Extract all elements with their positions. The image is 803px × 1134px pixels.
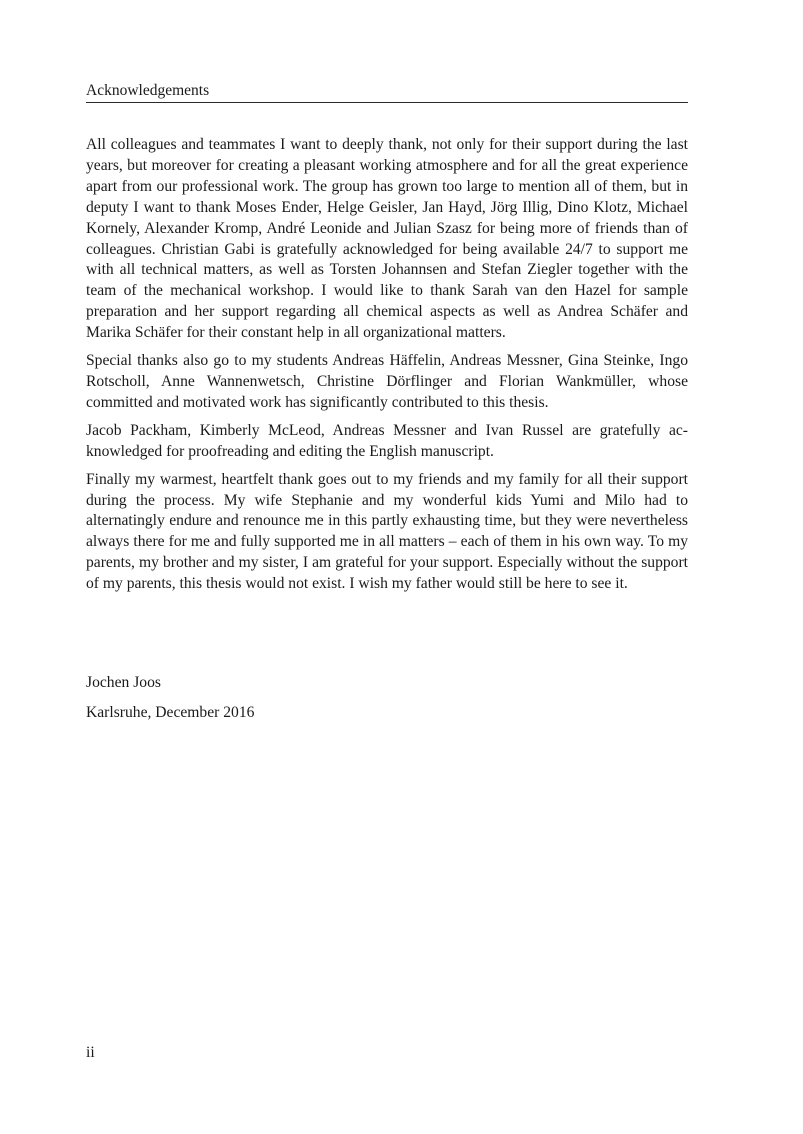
paragraph-proofreading: Jacob Packham, Kimberly McLeod, Andreas Messner and Ivan Russel are gratefully acknowledged for proofreading and editing the English manuscript. xyxy=(86,421,688,460)
place-and-date: Karlsruhe, December 2016 xyxy=(86,704,255,721)
document-page xyxy=(86,0,688,1134)
running-header: Acknowledgements xyxy=(86,81,688,103)
acknowledgements-body xyxy=(86,135,688,602)
paragraph-colleagues: All colleagues and teammates I want to deeply thank, not only for their support during the last years, but moreover for creating a pleasant working atmosphere and for all the great experience apart from our professional work. The group has grown too large to mention all of them, but in deputy I want to thank Moses Ender, Helge Geisler, Jan Hayd, Jörg Illig, Dino Klotz, Michael Kornely, Alexander Kromp, André Leonide and Julian Szasz for being more of friends than of colleagues. Christian Gabi is gratefully acknowledged for being available 24/7 to support me with all technical matters, as well as Torsten Johannsen and Stefan Ziegler together with the team of the mechanical workshop. I would like to thank Sarah van den Hazel for sample preparation and her support regarding all chemical aspects as well as Andrea Schäfer and Marika Schäfer for their constant help in all organizational matters. xyxy=(86,136,688,342)
page-number: ii xyxy=(86,1044,95,1061)
paragraph-family: Finally my warmest, heartfelt thank goes out to my friends and my family for all their support during the process. My wife Stephanie and my wonderful kids Yumi and Milo had to alternatingly endure and renounce me in this partly exhausting time, but they were nevertheless always there for me and fully supported me in all matters – each of them in his own way. To my parents, my brother and my sister, I am grateful for your support. Especially without the support of my parents, this thesis would not exist. I wish my father would still be here to see it. xyxy=(86,470,688,593)
author-signature: Jochen Joos xyxy=(86,674,161,691)
paragraph-students: Special thanks also go to my students Andreas Häffelin, Andreas Messner, Gina Steinke, Ingo Rotscholl, Anne Wannenwetsch, Christine Dörflinger and Florian Wankmüller, whose committed and motivated work has significantly contributed to this thesis. xyxy=(86,352,688,411)
